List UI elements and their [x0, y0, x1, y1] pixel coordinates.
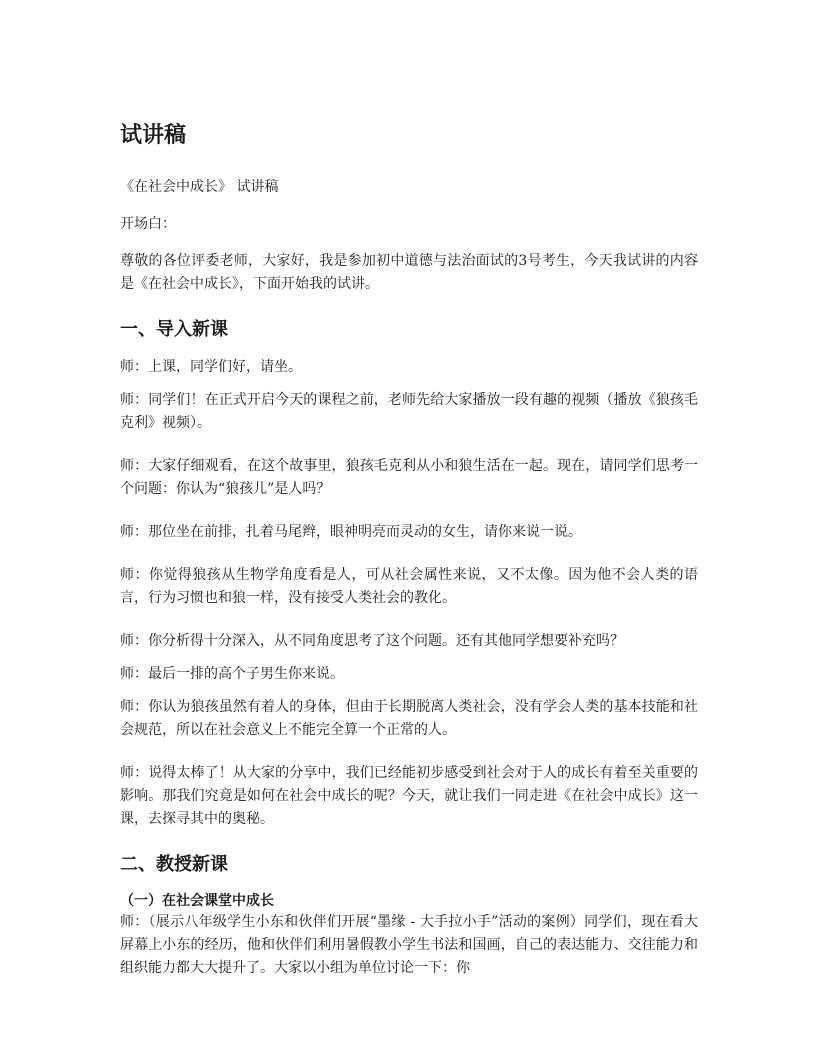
opening-label: 开场白：	[120, 216, 176, 232]
paragraph: 师：你分析得十分深入，从不同角度思考了这个问题。还有其他同学想要补充吗？	[120, 633, 624, 649]
subsection-heading: （一）在社会课堂中成长	[120, 893, 274, 909]
section-heading-teaching: 二、教授新课	[120, 854, 228, 875]
paragraph: 师：（展示八年级学生小东和伙伴们开展“墨缘 - 大手拉小手”活动的案例）同学们，现在看大屏幕上小东的经历，他和伙伴们利用暑假教小学生书法和国画，自己的表达能力、交往能力和组织能力都大大提升了。大家以小组为单位讨论一下：你	[120, 914, 698, 976]
paragraph: 师：你觉得狼孩从生物学角度看是人，可从社会属性来说，又不太像。因为他不会人类的语言，行为习惯也和狼一样，没有接受人类社会的教化。	[120, 567, 698, 606]
section-heading-intro: 一、导入新课	[120, 319, 228, 340]
paragraph: 师：那位坐在前排，扎着马尾辫，眼神明亮而灵动的女生，请你来说一说。	[120, 524, 582, 540]
paragraph: 师：说得太棒了！从大家的分享中，我们已经能初步感受到社会对于人的成长有着至关重要的影响。那我们究竟是如何在社会中成长的呢？今天，就让我们一同走进《在社会中成长》这一课，去探寻其中的奥秘。	[120, 765, 698, 827]
paragraph: 师：上课，同学们好，请坐。	[120, 359, 302, 375]
document-title: 试讲稿	[120, 122, 187, 148]
opening-paragraph: 尊敬的各位评委老师，大家好，我是参加初中道德与法治面试的3号考生，今天我试讲的内容是《在社会中成长》，下面开始我的试讲。	[120, 253, 698, 292]
document-page	[120, 118, 698, 980]
paragraph: 师：大家仔细观看，在这个故事里，狼孩毛克利从小和狼生活在一起。现在，请同学们思考一个问题：你认为“狼孩儿”是人吗？	[120, 458, 698, 497]
paragraph: 师：同学们！在正式开启今天的课程之前，老师先给大家播放一段有趣的视频（播放《狼孩毛克利》视频）。	[120, 392, 698, 431]
paragraph: 师：最后一排的高个子男生你来说。	[120, 666, 344, 682]
paragraph: 师：你认为狼孩虽然有着人的身体，但由于长期脱离人类社会，没有学会人类的基本技能和社会规范，所以在社会意义上不能完全算一个正常的人。	[120, 699, 698, 738]
document-subtitle: 《在社会中成长》 试讲稿	[120, 179, 279, 195]
